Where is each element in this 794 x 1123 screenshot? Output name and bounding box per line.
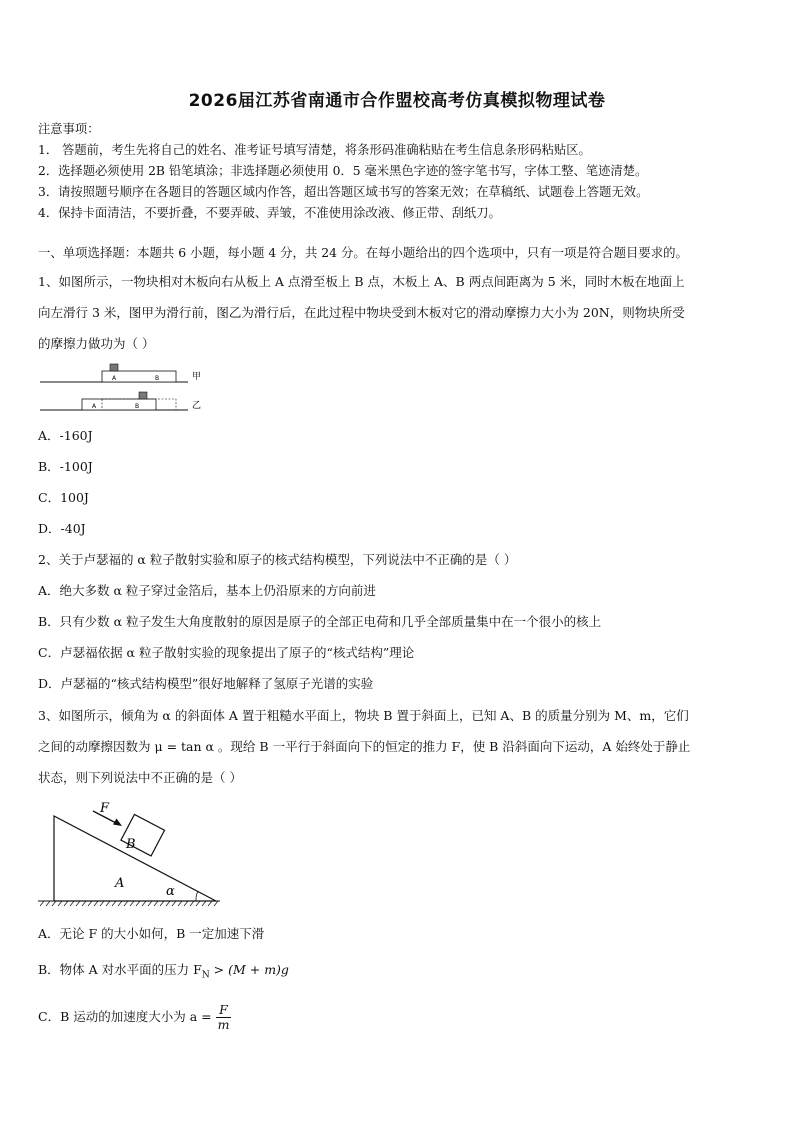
fraction-denominator: m: [217, 1017, 230, 1032]
option-b-tail: > (M + m)g: [209, 962, 289, 977]
option-c-text: C．B 运动的加速度大小为 a =: [38, 1009, 212, 1024]
page-title: 2026届江苏省南通市合作盟校高考仿真模拟物理试卷: [188, 91, 606, 111]
question-3-line: 之间的动摩擦因数为 μ = tan α 。现给 B 一平行于斜面向下的恒定的推力 F，使 B 沿斜面向下运动，A 始终处于静止: [38, 739, 691, 754]
block-b-label: B: [126, 837, 136, 852]
option-b-subscript: N: [201, 970, 210, 981]
question-3-option-a: A．无论 F 的大小如何，B 一定加速下滑: [38, 926, 265, 941]
notes-heading: 注意事项：: [38, 122, 100, 136]
question-1-option-a: A．-160J: [38, 428, 93, 443]
board-figure: [38, 358, 208, 414]
force-f-label: F: [100, 801, 110, 816]
note-item: 4．保持卡面清洁，不要折叠，不要弄破、弄皱，不准使用涂改液、修正带、刮纸刀。: [38, 206, 501, 220]
question-1-line: 1、如图所示，一物块相对木板向右从板上 A 点滑至板上 B 点，木板上 A、B 两点间距离为 5 米，同时木板在地面上: [38, 274, 685, 289]
section-heading: 一、单项选择题：本题共 6 小题，每小题 4 分，共 24 分。在每小题给出的四个选项中，只有一项是符合题目要求的。: [38, 245, 688, 260]
note-item: 3．请按照题号顺序在各题目的答题区域内作答，超出答题区域书写的答案无效；在草稿纸、试题卷上答题无效。: [38, 185, 649, 199]
question-3-option-b: [38, 962, 289, 984]
question-2-option-b: B．只有少数 α 粒子发生大角度散射的原因是原子的全部正电荷和几乎全部质量集中在一个很小的核上: [38, 614, 602, 629]
question-3-line: 状态，则下列说法中不正确的是（ ）: [38, 770, 242, 785]
fraction-numerator: F: [216, 1003, 232, 1018]
question-1-option-c: C．100J: [38, 490, 89, 505]
point-a-label: A: [92, 403, 97, 410]
question-1-option-d: D．-40J: [38, 521, 86, 536]
point-b-label: B: [155, 375, 160, 382]
question-1-line: 向左滑行 3 米，图甲为滑行前，图乙为滑行后，在此过程中物块受到木板对它的滑动摩擦力大小为 20N，则物块所受: [38, 305, 685, 320]
point-b-label: B: [135, 403, 140, 410]
question-1-line: 的摩擦力做功为（ ）: [38, 336, 155, 351]
figure-yi-label: 乙: [192, 401, 202, 411]
question-2-option-a: A．绝大多数 α 粒子穿过金箔后，基本上仍沿原来的方向前进: [38, 583, 376, 598]
note-item: 2．选择题必须使用 2B 铅笔填涂；非选择题必须使用 0．5 毫米黑色字迹的签字笔书写，字体工整、笔迹清楚。: [38, 164, 648, 178]
angle-alpha-label: α: [166, 884, 175, 899]
question-3-stem: [38, 700, 760, 793]
question-2-stem: 2、关于卢瑟福的 α 粒子散射实验和原子的核式结构模型，下列说法中不正确的是（ ）: [38, 552, 517, 567]
question-1-stem: [38, 266, 760, 359]
question-2-option-d: D．卢瑟福的“核式结构模型”很好地解释了氢原子光谱的实验: [38, 676, 374, 691]
wedge-a-label: A: [115, 876, 125, 891]
option-b-text: B．物体 A 对水平面的压力 F: [38, 962, 202, 977]
acceleration-fraction: [216, 1003, 232, 1032]
incline-figure: [38, 800, 228, 912]
question-3-option-c: [38, 1002, 231, 1032]
question-3-line: 3、如图所示，倾角为 α 的斜面体 A 置于粗糙水平面上，物块 B 置于斜面上，已知 A、B 的质量分别为 M、m，它们: [38, 708, 689, 723]
figure-jia-label: 甲: [192, 372, 202, 382]
question-1-option-b: B．-100J: [38, 459, 93, 474]
point-a-label: A: [112, 375, 117, 382]
question-2-option-c: C．卢瑟福依据 α 粒子散射实验的现象提出了原子的“核式结构”理论: [38, 645, 415, 660]
note-item: 1． 答题前，考生先将自己的姓名、准考证号填写清楚，将条形码准确粘贴在考生信息条形码粘贴区。: [38, 143, 591, 157]
